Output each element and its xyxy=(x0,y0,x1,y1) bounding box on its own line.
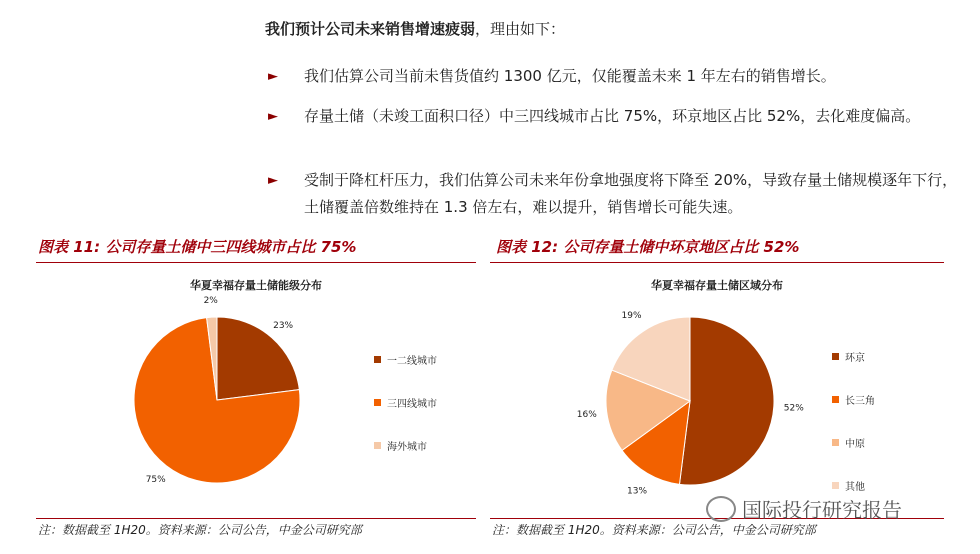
bullet-marker: ► xyxy=(268,173,278,188)
legend-swatch xyxy=(832,396,839,403)
figure-11-rule xyxy=(36,262,476,263)
slice-label: 23% xyxy=(273,320,294,331)
slice-label: 2% xyxy=(203,296,218,307)
figure-11-note: 注：数据截至 1H20。资料来源：公司公告，中金公司研究部 xyxy=(38,523,362,537)
bullet-text: 受制于降杠杆压力，我们估算公司未来年份拿地强度将下降至 20%，导致存量土储规模逐年下行，土储覆盖倍数维持在 1.3 倍左右，难以提升，销售增长可能失速。 xyxy=(304,171,958,216)
watermark xyxy=(706,494,902,523)
legend-item xyxy=(374,381,437,424)
figure-12-title: 图表 12: 公司存量土储中环京地区占比 52% xyxy=(496,238,800,256)
pie-chart-2 xyxy=(570,295,810,505)
legend-label: 长三角 xyxy=(845,396,875,407)
chart-1-title: 华夏幸福存量土储能级分布 xyxy=(190,279,322,292)
bullet-marker: ► xyxy=(268,109,278,124)
legend-item xyxy=(832,378,875,421)
slice-label: 75% xyxy=(145,475,166,486)
legend-label: 环京 xyxy=(845,353,865,364)
legend-item xyxy=(374,424,437,467)
wechat-icon xyxy=(706,496,736,522)
figure-11-bottom-rule xyxy=(36,518,476,519)
legend-swatch xyxy=(374,356,381,363)
bullet-text: 存量土储（未竣工面积口径）中三四线城市占比 75%，环京地区占比 52%，去化难度偏高。 xyxy=(304,107,921,125)
legend-swatch xyxy=(832,353,839,360)
slice-label: 16% xyxy=(576,410,597,421)
intro-bold: 我们预计公司未来销售增速疲弱 xyxy=(265,20,476,38)
legend-label: 中原 xyxy=(845,439,865,450)
legend-item xyxy=(374,338,437,381)
pie-slice xyxy=(679,317,774,485)
legend-item xyxy=(832,421,875,464)
intro-rest: ，理由如下： xyxy=(475,20,566,38)
legend-label: 其他 xyxy=(845,482,865,493)
legend-label: 海外城市 xyxy=(387,442,427,453)
pie-chart-1 xyxy=(110,295,360,505)
figure-12-rule xyxy=(490,262,944,263)
legend-swatch xyxy=(832,482,839,489)
figure-12-note: 注：数据截至 1H20。资料来源：公司公告，中金公司研究部 xyxy=(492,523,816,537)
figure-11-title: 图表 11: 公司存量土储中三四线城市占比 75% xyxy=(38,238,357,256)
legend-label: 三四线城市 xyxy=(387,399,437,410)
bullet-marker: ► xyxy=(268,69,278,84)
legend-item xyxy=(832,335,875,378)
legend-swatch xyxy=(374,442,381,449)
legend-1 xyxy=(374,338,437,467)
legend-swatch xyxy=(374,399,381,406)
slice-label: 13% xyxy=(627,486,648,497)
legend-swatch xyxy=(832,439,839,446)
slice-label: 19% xyxy=(621,310,642,321)
slice-label: 52% xyxy=(783,403,804,414)
watermark-text: 国际投行研究报告 xyxy=(742,498,902,522)
legend-label: 一二线城市 xyxy=(387,356,437,367)
chart-2-title: 华夏幸福存量土储区域分布 xyxy=(651,279,783,292)
intro-line xyxy=(265,18,565,39)
bullet-text: 我们估算公司当前未售货值约 1300 亿元，仅能覆盖未来 1 年左右的销售增长。 xyxy=(304,67,836,85)
legend-2 xyxy=(832,335,875,507)
